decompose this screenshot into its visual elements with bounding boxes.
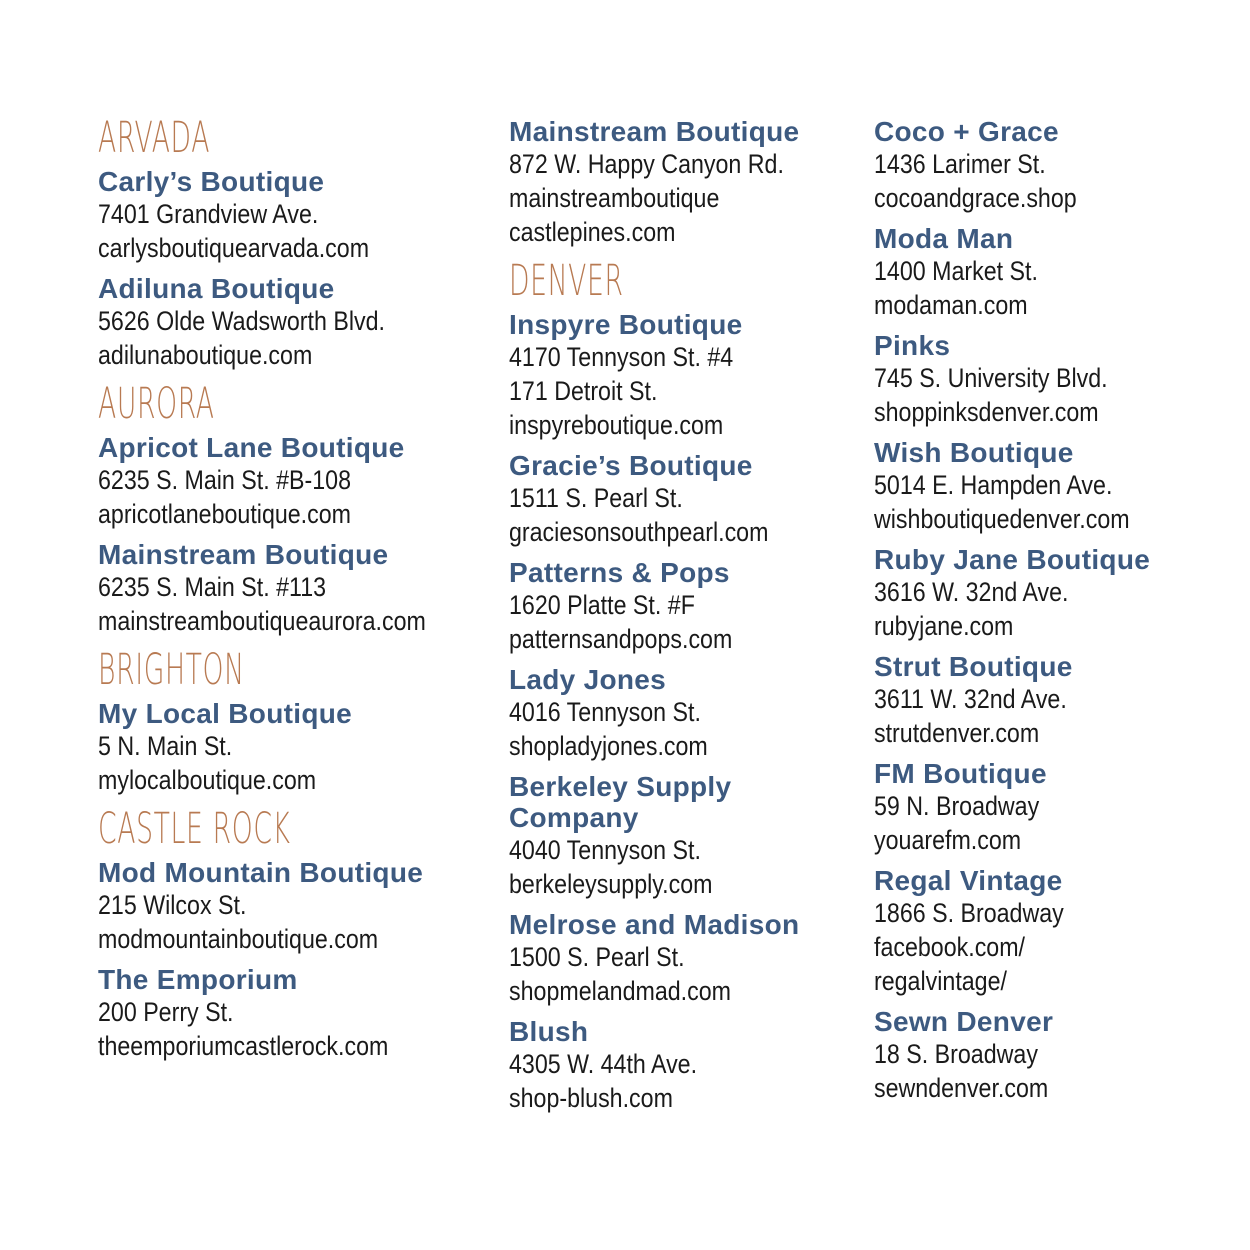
shop-listing [98,273,498,372]
shop-listing [874,116,1244,215]
shop-name: My Local Boutique [98,698,352,729]
shop-name: Ruby Jane Boutique [874,544,1151,575]
shop-address: 200 Perry St. [98,997,234,1027]
shop-listing [98,539,498,638]
shop-address: 1500 S. Pearl St. [509,942,685,972]
shop-website: castlepines.com [509,217,676,247]
shop-name: Moda Man [874,223,1014,254]
shop-website: strutdenver.com [874,718,1040,748]
shop-listing [509,309,859,442]
shop-name: Wish Boutique [874,437,1074,468]
shop-listing [98,857,498,956]
shop-address: 6235 S. Main St. #B-108 [98,465,352,495]
shop-address: 745 S. University Blvd. [874,363,1108,393]
shop-address: 4170 Tennyson St. #4 [509,342,734,372]
shop-name: The Emporium [98,964,298,995]
shop-listing [98,432,498,531]
shop-address: 171 Detroit St. [509,376,658,406]
shop-listing [874,330,1244,429]
shop-website: adilunaboutique.com [98,340,313,370]
shop-listing [509,664,859,763]
shop-address: 1866 S. Broadway [874,898,1064,928]
city-heading: DENVER [509,256,624,306]
shop-name: Sewn Denver [874,1006,1054,1037]
shop-name: Melrose and Madison [509,909,800,940]
shop-listing [509,1016,859,1115]
shop-website: regalvintage/ [874,966,1007,996]
shop-website: cocoandgrace.shop [874,183,1077,213]
shop-website: sewndenver.com [874,1073,1049,1103]
shop-website: mainstreamboutique [509,183,720,213]
shop-name: Coco + Grace [874,116,1059,147]
city-section [874,116,1244,1105]
shop-website: rubyjane.com [874,611,1014,641]
shop-listing [509,771,859,901]
shop-listing [98,964,498,1063]
shop-listing [509,116,859,249]
shop-address: 872 W. Happy Canyon Rd. [509,149,784,179]
column-3 [874,116,1244,1113]
city-section [98,114,498,372]
shop-name: Gracie’s Boutique [509,450,753,481]
shop-name: Lady Jones [509,664,667,695]
shop-name: Patterns & Pops [509,557,730,588]
shop-name: Pinks [874,330,951,361]
shop-website: theemporiumcastlerock.com [98,1031,389,1061]
shop-website: youarefm.com [874,825,1022,855]
city-heading: CASTLE ROCK [98,804,291,854]
shop-name: Carly’s Boutique [98,166,325,197]
shop-address: 1620 Platte St. #F [509,590,695,620]
city-section [98,805,498,1063]
shop-listing [509,450,859,549]
shop-listing [874,758,1244,857]
shop-website: apricotlaneboutique.com [98,499,352,529]
city-heading: AURORA [98,379,215,429]
shop-address: 1436 Larimer St. [874,149,1046,179]
shop-address: 4040 Tennyson St. [509,835,701,865]
shop-listing [874,544,1244,643]
shop-name: Mainstream Boutique [509,116,800,147]
shop-name: Blush [509,1016,589,1047]
shop-website: modmountainboutique.com [98,924,379,954]
shop-address: 3611 W. 32nd Ave. [874,684,1067,714]
shop-listing [98,166,498,265]
shop-address: 1511 S. Pearl St. [509,483,683,513]
shop-name: Mainstream Boutique [98,539,389,570]
shop-website: wishboutiquedenver.com [874,504,1130,534]
shop-address: 6235 S. Main St. #113 [98,572,327,602]
shop-address: 5014 E. Hampden Ave. [874,470,1113,500]
column-1 [98,114,498,1071]
shop-listing [509,557,859,656]
shop-listing [874,223,1244,322]
city-section [509,116,859,249]
shop-website: mainstreamboutiqueaurora.com [98,606,426,636]
column-2 [509,116,859,1123]
shop-address: 4016 Tennyson St. [509,697,701,727]
shop-address: 1400 Market St. [874,256,1038,286]
city-section [98,380,498,638]
shop-name: Mod Mountain Boutique [98,857,424,888]
shop-listing [98,698,498,797]
shop-name: Regal Vintage [874,865,1063,896]
shop-website: carlysboutiquearvada.com [98,233,370,263]
shop-website: mylocalboutique.com [98,765,317,795]
shop-address: 59 N. Broadway [874,791,1040,821]
shop-website: facebook.com/ [874,932,1026,962]
shop-website: shopladyjones.com [509,731,708,761]
shop-website: modaman.com [874,290,1028,320]
shop-name: FM Boutique [874,758,1047,789]
shop-name: Berkeley Supply Company [509,771,732,833]
shop-website: shoppinksdenver.com [874,397,1099,427]
city-heading: ARVADA [98,113,211,163]
city-section [98,646,498,797]
shop-address: 18 S. Broadway [874,1039,1038,1069]
shop-website: inspyreboutique.com [509,410,724,440]
shop-listing [874,651,1244,750]
shop-address: 3616 W. 32nd Ave. [874,577,1069,607]
shop-listing [874,437,1244,536]
shop-listing [509,909,859,1008]
shop-address: 7401 Grandview Ave. [98,199,319,229]
shop-name: Inspyre Boutique [509,309,743,340]
shop-name: Adiluna Boutique [98,273,335,304]
city-section [509,257,859,1115]
shop-name: Strut Boutique [874,651,1073,682]
shop-address: 4305 W. 44th Ave. [509,1049,698,1079]
shop-website: graciesonsouthpearl.com [509,517,769,547]
shop-address: 215 Wilcox St. [98,890,247,920]
shop-listing [874,1006,1244,1105]
shop-listing [874,865,1244,998]
city-heading: BRIGHTON [98,645,245,695]
shop-website: shopmelandmad.com [509,976,732,1006]
shop-address: 5626 Olde Wadsworth Blvd. [98,306,385,336]
shop-website: shop-blush.com [509,1083,673,1113]
shop-website: berkeleysupply.com [509,869,713,899]
shop-website: patternsandpops.com [509,624,733,654]
shop-address: 5 N. Main St. [98,731,233,761]
shop-name: Apricot Lane Boutique [98,432,405,463]
